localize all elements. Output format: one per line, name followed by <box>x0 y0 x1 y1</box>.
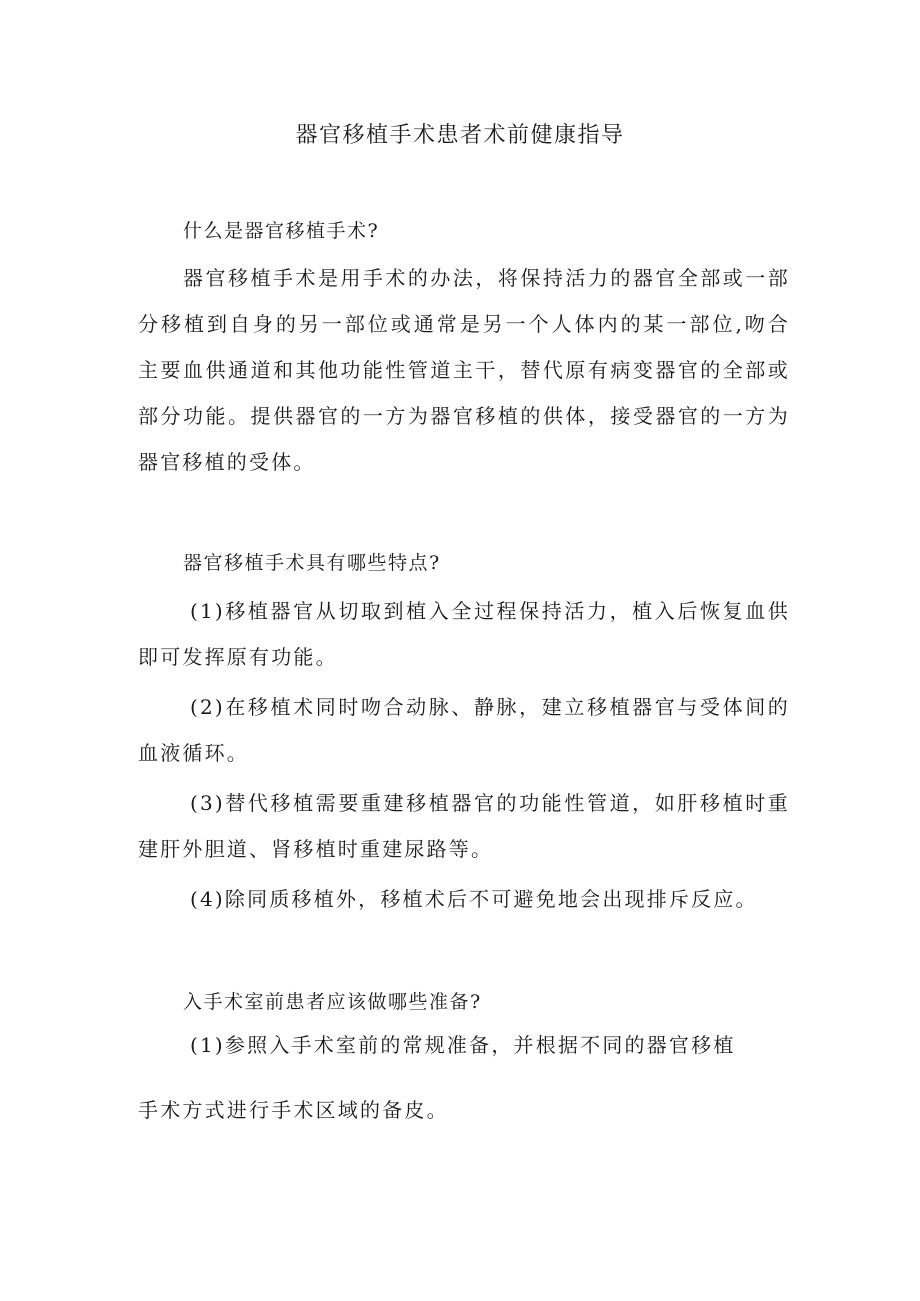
list-item: (3)替代移植需要重建移植器官的功能性管道，如肝移植时重建肝外胆道、肾移植时重建尿路等。 <box>138 791 790 861</box>
list-item: (4)除同质移植外，移植术后不可避免地会出现排斥反应。 <box>190 887 758 911</box>
section-features-body <box>138 588 790 922</box>
section-what-is-body <box>138 255 790 485</box>
list-item: (1)移植器官从切取到植入全过程保持活力，植入后恢复血供即可发挥原有功能。 <box>138 599 790 669</box>
list-item-continuation: 手术方式进行手术区域的备皮。 <box>138 1098 449 1122</box>
document-title: 器官移植手术患者术前健康指导 <box>295 123 625 148</box>
list-item: (1)参照入手术室前的常规准备，并根据不同的器官移植 <box>190 1033 736 1057</box>
section-heading-features: 器官移植手术具有哪些特点? <box>183 552 441 574</box>
section-heading-what-is: 什么是器官移植手术? <box>183 220 380 242</box>
paragraph: 器官移植手术是用手术的办法，将保持活力的器官全部或一部分移植到自身的另一部位或通常是另一个人体内的某一部位,吻合主要血供通道和其他功能性管道主干，替代原有病变器官的全部或部分功能。提供器官的一方为器官移植的供体，接受器官的一方为器官移植的受体。 <box>138 266 790 474</box>
section-heading-preparation: 入手术室前患者应该做哪些准备? <box>183 991 482 1013</box>
list-item: (2)在移植术同时吻合动脉、静脉，建立移植器官与受体间的血液循环。 <box>138 695 790 765</box>
